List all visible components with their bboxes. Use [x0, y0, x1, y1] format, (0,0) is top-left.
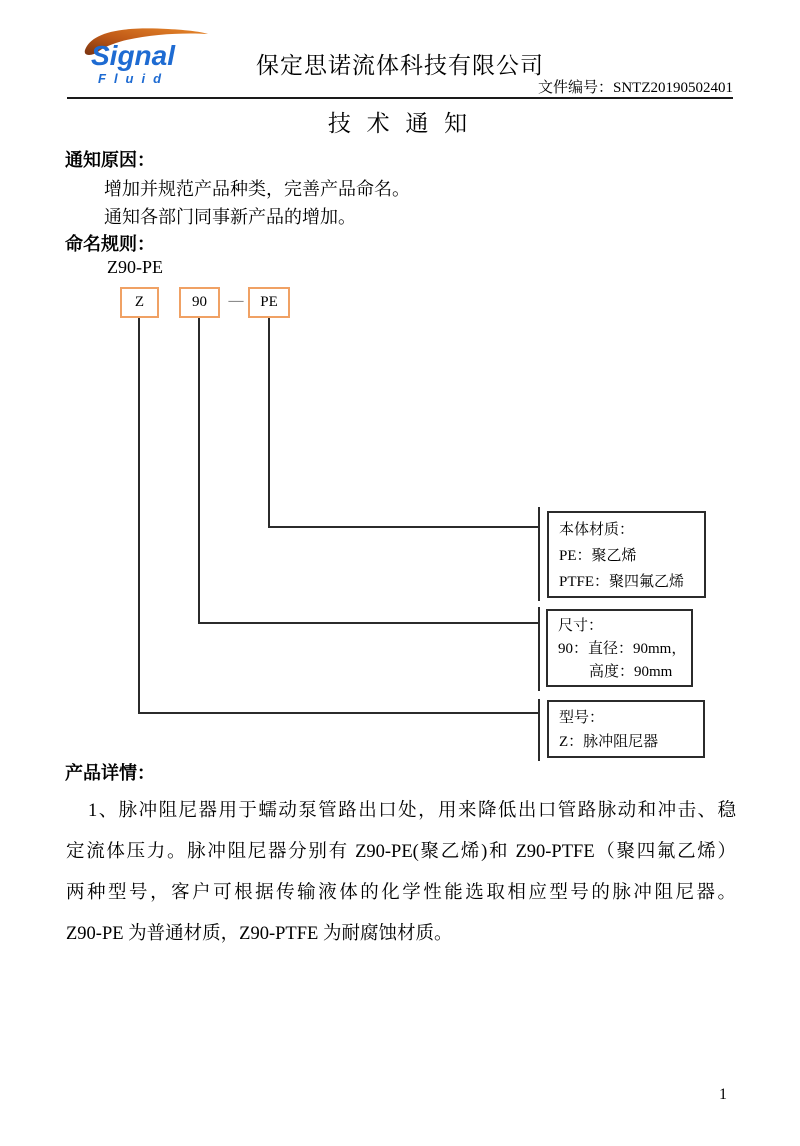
legend-box-material — [547, 511, 706, 598]
legend-line: 型号： — [559, 710, 605, 726]
code-box-material: PE — [248, 287, 290, 318]
connector-tick-model — [538, 699, 540, 761]
company-name: 保定思诺流体科技有限公司 — [256, 53, 544, 78]
connector-vertical-size — [198, 318, 200, 624]
paragraph-line: 1、脉冲阻尼器用于蠕动泵管路出口处，用来降低出口管路脉动和冲击、稳 — [88, 801, 736, 821]
document-number: 文件编号：SNTZ20190502401 — [537, 80, 733, 96]
connector-vertical-material — [268, 318, 270, 528]
paragraph-line: 两种型号，客户可根据传输液体的化学性能选取相应型号的脉冲阻尼器。 — [66, 883, 736, 903]
logo-brand-text: Signal — [91, 40, 176, 71]
connector-horizontal-size — [198, 622, 539, 624]
connector-horizontal-material — [268, 526, 539, 528]
product-details-heading: 产品详情： — [65, 763, 155, 783]
legend-line: 高度：90mm — [589, 664, 673, 680]
paragraph-line: 定流体压力。脉冲阻尼器分别有 Z90-PE(聚乙烯)和 Z90-PTFE（聚四氟乙烯） — [66, 842, 736, 862]
logo-subbrand-text: Fluid — [98, 71, 170, 86]
paragraph-line: Z90-PE 为普通材质，Z90-PTFE 为耐腐蚀材质。 — [66, 924, 453, 944]
naming-example: Z90-PE — [107, 257, 163, 277]
product-details-paragraph — [66, 791, 736, 955]
legend-line: PTFE：聚四氟乙烯 — [559, 574, 685, 590]
connector-horizontal-model — [138, 712, 539, 714]
connector-tick-size — [538, 607, 540, 691]
naming-rule-heading: 命名规则： — [65, 234, 155, 254]
code-separator-dash: — — [228, 293, 244, 309]
notice-reason-heading: 通知原因： — [65, 150, 155, 170]
header-divider — [67, 97, 733, 99]
legend-box-size — [546, 609, 693, 687]
legend-line: 尺寸： — [558, 618, 604, 634]
legend-line: Z：脉冲阻尼器 — [559, 734, 659, 750]
legend-line: 本体材质： — [559, 522, 635, 538]
code-box-size: 90 — [179, 287, 220, 318]
legend-line: 90：直径：90mm， — [558, 641, 687, 657]
page-number: 1 — [719, 1086, 727, 1103]
connector-tick-material — [538, 507, 540, 601]
notice-reason-line: 通知各部门同事新产品的增加。 — [104, 207, 356, 227]
notice-reason-line: 增加并规范产品种类，完善产品命名。 — [104, 179, 410, 199]
connector-vertical-model — [138, 318, 140, 714]
legend-box-model — [547, 700, 705, 758]
page-title: 技 术 通 知 — [327, 111, 473, 136]
code-box-model: Z — [120, 287, 159, 318]
legend-line: PE：聚乙烯 — [559, 548, 637, 564]
